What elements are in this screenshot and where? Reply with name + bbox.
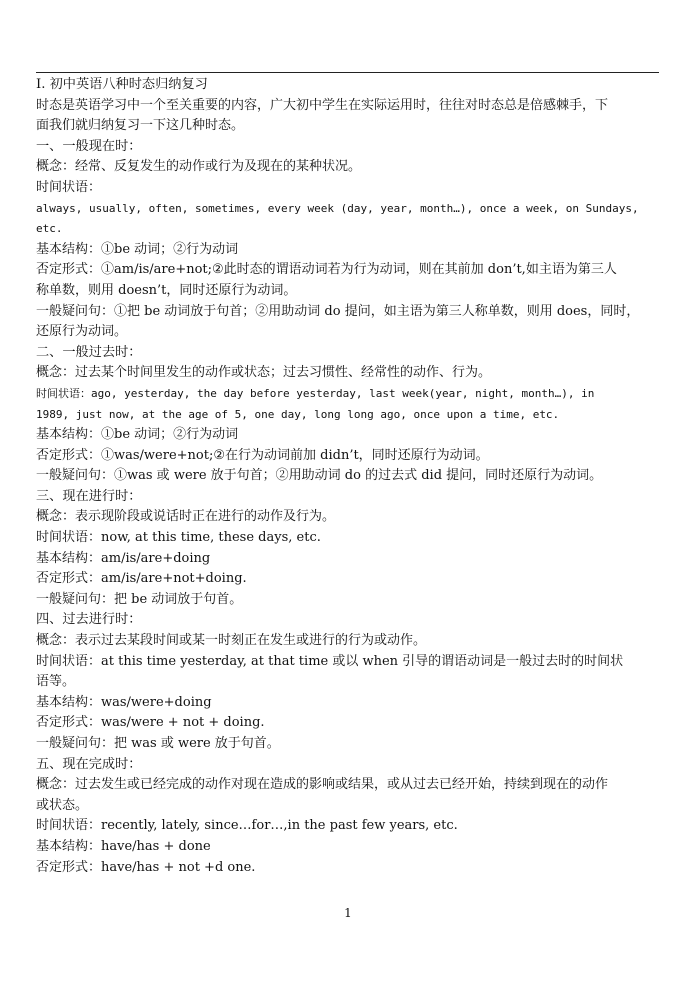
- paragraph-line: 时间状语：now, at this time, these days, etc.: [36, 530, 321, 546]
- paragraph-line: 时间状语：: [36, 179, 102, 195]
- paragraph-line: 概念：过去发生或已经完成的动作对现在造成的影响或结果，或从过去已经开始，持续到现在的动作: [36, 777, 609, 793]
- paragraph-line: 基本结构：am/is/are+doing: [36, 550, 211, 566]
- paragraph-line: 基本结构：was/were+doing: [36, 694, 212, 710]
- section-heading-present-continuous: 三、现在进行时：: [36, 488, 142, 504]
- section-heading-past-continuous: 四、过去进行时：: [36, 612, 142, 628]
- paragraph-line: 时间状语：ago, yesterday, the day before yesterday, last week(year, night, month…), in: [36, 386, 595, 400]
- paragraph-line: 基本结构：have/has + done: [36, 838, 211, 854]
- intro-line-1: 时态是英语学习中一个至关重要的内容，广大初中学生在实际运用时，往往对时态总是倍感棘手，下: [36, 97, 609, 113]
- paragraph-line: 一般疑问句：把 was 或 were 放于句首。: [36, 736, 280, 751]
- paragraph-line: 否定形式：①am/is/are+not;②此时态的谓语动词若为行为动词，则在其前加 don’t,如主语为第三人: [36, 262, 617, 278]
- paragraph-line: 1989, just now, at the age of 5, one day, long long ago, once upon a time, etc.: [36, 407, 560, 421]
- paragraph-line: 概念：表示现阶段或说话时正在进行的动作及行为。: [36, 509, 336, 525]
- paragraph-line: always, usually, often, sometimes, every week (day, year, month…), once a week, on Sundays,: [36, 201, 639, 215]
- intro-line-2: 面我们就归纳复习一下这几种时态。: [36, 118, 245, 134]
- paragraph-line: 时间状语：recently, lately, since…for…,in the past few years, etc.: [36, 818, 458, 834]
- paragraph-line: 否定形式：am/is/are+not+doing.: [36, 571, 247, 587]
- paragraph-line: 否定形式：was/were + not + doing.: [36, 715, 265, 731]
- paragraph-line: 或状态。: [36, 797, 89, 813]
- paragraph-line: 概念：过去某个时间里发生的动作或状态；过去习惯性、经常性的动作、行为。: [36, 365, 492, 381]
- section-heading-present-perfect: 五、现在完成时：: [36, 756, 142, 772]
- paragraph-line: 称单数，则用 doesn’t，同时还原行为动词。: [36, 282, 297, 298]
- paragraph-line: 概念：表示过去某段时间或某一时刻正在发生或进行的行为或动作。: [36, 633, 427, 649]
- paragraph-line: 还原行为动词。: [36, 324, 128, 340]
- section-heading-simple-past: 二、一般过去时：: [36, 344, 142, 360]
- paragraph-line: etc.: [36, 222, 63, 236]
- page-number: 1: [344, 906, 352, 920]
- section-heading-simple-present: 一、一般现在时：: [36, 138, 142, 154]
- paragraph-line: 否定形式：have/has + not +d one.: [36, 859, 256, 875]
- document-title: Ⅰ. 初中英语八种时态归纳复习: [36, 77, 208, 92]
- paragraph-line: 基本结构：①be 动词；②行为动词: [36, 427, 239, 443]
- paragraph-line: 基本结构：①be 动词；②行为动词: [36, 241, 239, 257]
- header-rule: [36, 72, 659, 73]
- paragraph-line: 一般疑问句：①把 be 动词放于句首；②用助动词 do 提问，如主语为第三人称单数，则用 does，同时，: [36, 303, 640, 319]
- paragraph-line: 一般疑问句：①was 或 were 放于句首；②用助动词 do 的过去式 did 提问，同时还原行为动词。: [36, 468, 603, 484]
- paragraph-line: 时间状语：at this time yesterday, at that time 或以 when 引导的谓语动词是一般过去时的时间状: [36, 653, 624, 669]
- document-body: [36, 75, 659, 878]
- paragraph-line: 否定形式：①was/were+not;②在行为动词前加 didn’t，同时还原行为动词。: [36, 447, 489, 463]
- paragraph-line: 一般疑问句：把 be 动词放于句首。: [36, 591, 243, 607]
- paragraph-line: 概念：经常、反复发生的动作或行为及现在的某种状况。: [36, 159, 362, 175]
- paragraph-line: 语等。: [36, 674, 76, 690]
